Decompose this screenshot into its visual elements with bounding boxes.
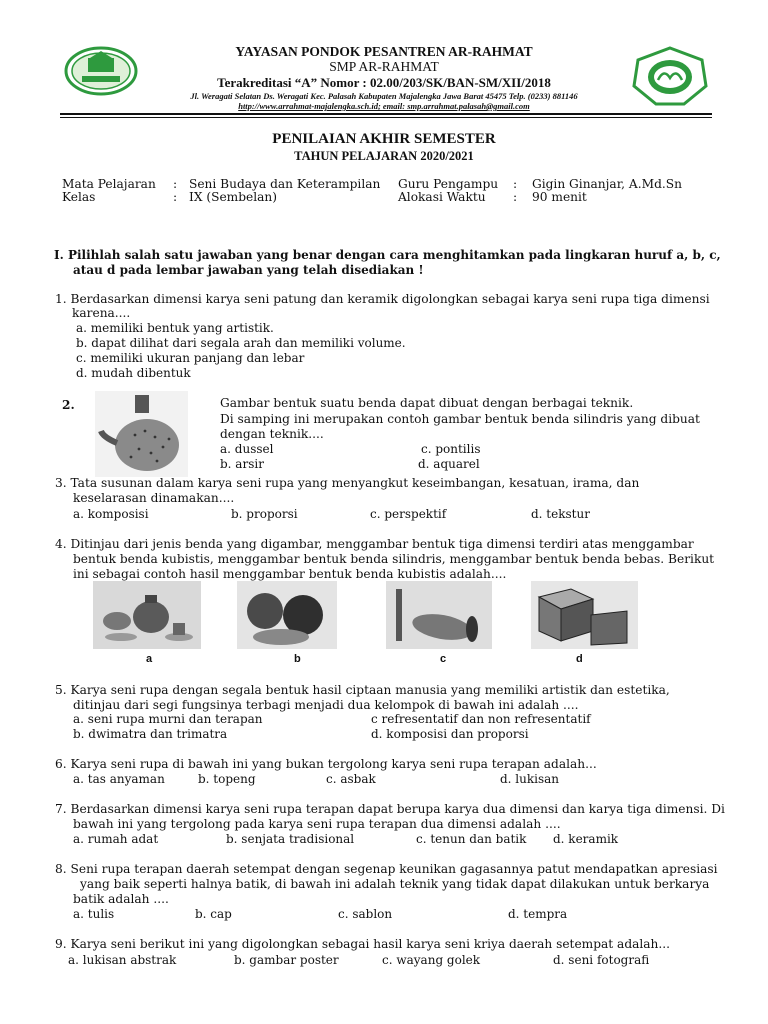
q7-option-c[interactable]: c. tenun dan batik: [416, 832, 527, 846]
q9-option-c[interactable]: c. wayang golek: [382, 953, 481, 967]
q3-option-b[interactable]: b. proporsi: [231, 507, 298, 521]
time-value: 90 menit: [532, 190, 587, 204]
q2-option-a[interactable]: a. dussel: [220, 442, 274, 456]
q8-stem-cont-2: batik adalah ....: [73, 892, 169, 906]
exam-title: PENILAIAN AKHIR SEMESTER: [272, 131, 496, 147]
q6-option-b[interactable]: b. topeng: [198, 772, 256, 786]
school-web-email: http://www.arrahmat-majalengka.sch.id; email: smp.arrahmat.palasah@gmail.com: [238, 101, 530, 111]
info-colon: :: [513, 177, 518, 191]
q9-option-d[interactable]: d. seni fotografi: [553, 953, 650, 967]
info-colon: :: [513, 190, 518, 204]
q2-stem-2: Di samping ini merupakan contoh gambar bentuk benda silindris yang dibuat: [220, 412, 700, 426]
q8-option-a[interactable]: a. tulis: [73, 907, 115, 921]
q5-option-a[interactable]: a. seni rupa murni dan terapan: [73, 712, 263, 726]
foundation-name: YAYASAN PONDOK PESANTREN AR-RAHMAT: [235, 44, 533, 59]
subject-value: Seni Budaya dan Keterampilan: [189, 177, 381, 191]
q9-option-a[interactable]: a. lukisan abstrak: [68, 953, 177, 967]
q8-option-b[interactable]: b. cap: [195, 907, 232, 921]
q7-stem: 7. Berdasarkan dimensi karya seni rupa terapan dapat berupa karya dua dimensi dan karya tiga dimensi. Di: [55, 802, 725, 816]
exam-year: TAHUN PELAJARAN 2020/2021: [294, 149, 474, 163]
q1-option-c[interactable]: c. memiliki ukuran panjang dan lebar: [76, 351, 305, 365]
school-name: SMP AR-RAHMAT: [329, 59, 439, 74]
header-divider-thin: [60, 117, 712, 118]
info-colon: :: [173, 190, 178, 204]
q2-option-c[interactable]: c. pontilis: [421, 442, 481, 456]
q7-option-d[interactable]: d. keramik: [553, 832, 619, 846]
q4-stem-1: 4. Ditinjau dari jenis benda yang digambar, menggambar bentuk tiga dimensi terdiri atas menggambar: [55, 537, 694, 551]
subject-label: Mata Pelajaran: [62, 177, 156, 191]
q6-option-a[interactable]: a. tas anyaman: [73, 772, 165, 786]
q5-option-d[interactable]: d. komposisi dan proporsi: [371, 727, 529, 741]
teacher-label: Guru Pengampu: [398, 177, 499, 191]
q2-stem-3: dengan teknik....: [220, 427, 324, 441]
q3-stem: 3. Tata susunan dalam karya seni rupa yang menyangkut keseimbangan, kesatuan, irama, dan: [55, 476, 640, 490]
class-value: IX (Sembelan): [189, 190, 278, 204]
q4-stem-2: bentuk benda kubistis, menggambar bentuk benda silindris, menggambar bentuk benda bebas. Berikut: [73, 552, 715, 566]
q1-option-b[interactable]: b. dapat dilihat dari segala arah dan memiliki volume.: [76, 336, 406, 350]
instruction-line-1: I. Pilihlah salah satu jawaban yang benar dengan cara menghitamkan pada lingkaran huruf a, b, c,: [54, 248, 721, 262]
q7-option-a[interactable]: a. rumah adat: [73, 832, 159, 846]
school-address: Jl. Weragati Selatan Ds. Weragati Kec. Palasah Kabupaten Majalengka Jawa Barat 45475 Telp. (0233) 881146: [190, 91, 578, 101]
q4-image-a-teapot-set[interactable]: [93, 581, 201, 649]
instruction-line-2: atau d pada lembar jawaban yang telah disediakan !: [73, 263, 424, 277]
q4-image-d-boxes[interactable]: [531, 581, 638, 649]
header-divider-thick: [60, 113, 712, 115]
q2-option-d[interactable]: d. aquarel: [418, 457, 480, 471]
q6-stem: 6. Karya seni rupa di bawah ini yang bukan tergolong karya seni rupa terapan adalah...: [55, 757, 597, 771]
q3-stem-cont: keselarasan dinamakan....: [73, 491, 235, 505]
q1-stem-cont: karena....: [72, 306, 131, 320]
q4-image-c-cylinders[interactable]: [386, 581, 492, 649]
q6-option-c[interactable]: c. asbak: [326, 772, 376, 786]
q9-option-b[interactable]: b. gambar poster: [234, 953, 339, 967]
q5-stem: 5. Karya seni rupa dengan segala bentuk hasil ciptaan manusia yang memiliki artistik dan estetika,: [55, 683, 670, 697]
school-logo-right: [632, 46, 708, 106]
q3-option-c[interactable]: c. perspektif: [370, 507, 447, 521]
q6-option-d[interactable]: d. lukisan: [500, 772, 560, 786]
q4-stem-3: ini sebagai contoh hasil menggambar bentuk benda kubistis adalah....: [73, 567, 507, 581]
q1-stem: 1. Berdasarkan dimensi karya seni patung dan keramik digolongkan sebagai karya seni rupa tiga dimensi: [55, 292, 710, 306]
q5-option-c[interactable]: c refresentatif dan non refresentatif: [371, 712, 591, 726]
q2-option-b[interactable]: b. arsir: [220, 457, 264, 471]
class-label: Kelas: [62, 190, 96, 204]
q2-pitcher-illustration: [95, 391, 188, 477]
q8-option-c[interactable]: c. sablon: [338, 907, 393, 921]
time-label: Alokasi Waktu: [398, 190, 486, 204]
teacher-value: Gigin Ginanjar, A.Md.Sn: [532, 177, 682, 191]
q8-stem-cont-1: yang baik seperti halnya batik, di bawah ini adalah teknik yang tidak dapat dilakukan untuk berkarya: [80, 877, 710, 891]
q4-label-d: d: [576, 653, 583, 665]
q1-option-a[interactable]: a. memiliki bentuk yang artistik.: [76, 321, 274, 335]
q2-stem-1: Gambar bentuk suatu benda dapat dibuat dengan berbagai teknik.: [220, 396, 634, 410]
q8-option-d[interactable]: d. tempra: [508, 907, 568, 921]
q8-stem: 8. Seni rupa terapan daerah setempat dengan segenap keunikan gagasannya patut mendapatkan apresiasi: [55, 862, 718, 876]
q7-option-b[interactable]: b. senjata tradisional: [226, 832, 355, 846]
q3-option-d[interactable]: d. tekstur: [531, 507, 590, 521]
info-colon: :: [173, 177, 178, 191]
q5-option-b[interactable]: b. dwimatra dan trimatra: [73, 727, 228, 741]
q4-label-c: c: [440, 653, 447, 665]
q7-stem-cont: bawah ini yang tergolong pada karya seni rupa terapan dua dimensi adalah ....: [73, 817, 561, 831]
q5-stem-cont: ditinjau dari segi fungsinya terbagi menjadi dua kelompok di bawah ini adalah ....: [73, 698, 579, 712]
q3-option-a[interactable]: a. komposisi: [73, 507, 149, 521]
q4-label-b: b: [294, 653, 301, 665]
accreditation-line: Terakreditasi “A” Nomor : 02.00/203/SK/BAN-SM/XII/2018: [217, 75, 551, 90]
q9-stem: 9. Karya seni berikut ini yang digolongkan sebagai hasil karya seni kriya daerah setempat adalah...: [55, 937, 671, 951]
q2-number: 2.: [62, 398, 75, 412]
q1-option-d[interactable]: d. mudah dibentuk: [76, 366, 191, 380]
q4-label-a: a: [146, 653, 153, 665]
q4-image-b-fruits[interactable]: [237, 581, 337, 649]
